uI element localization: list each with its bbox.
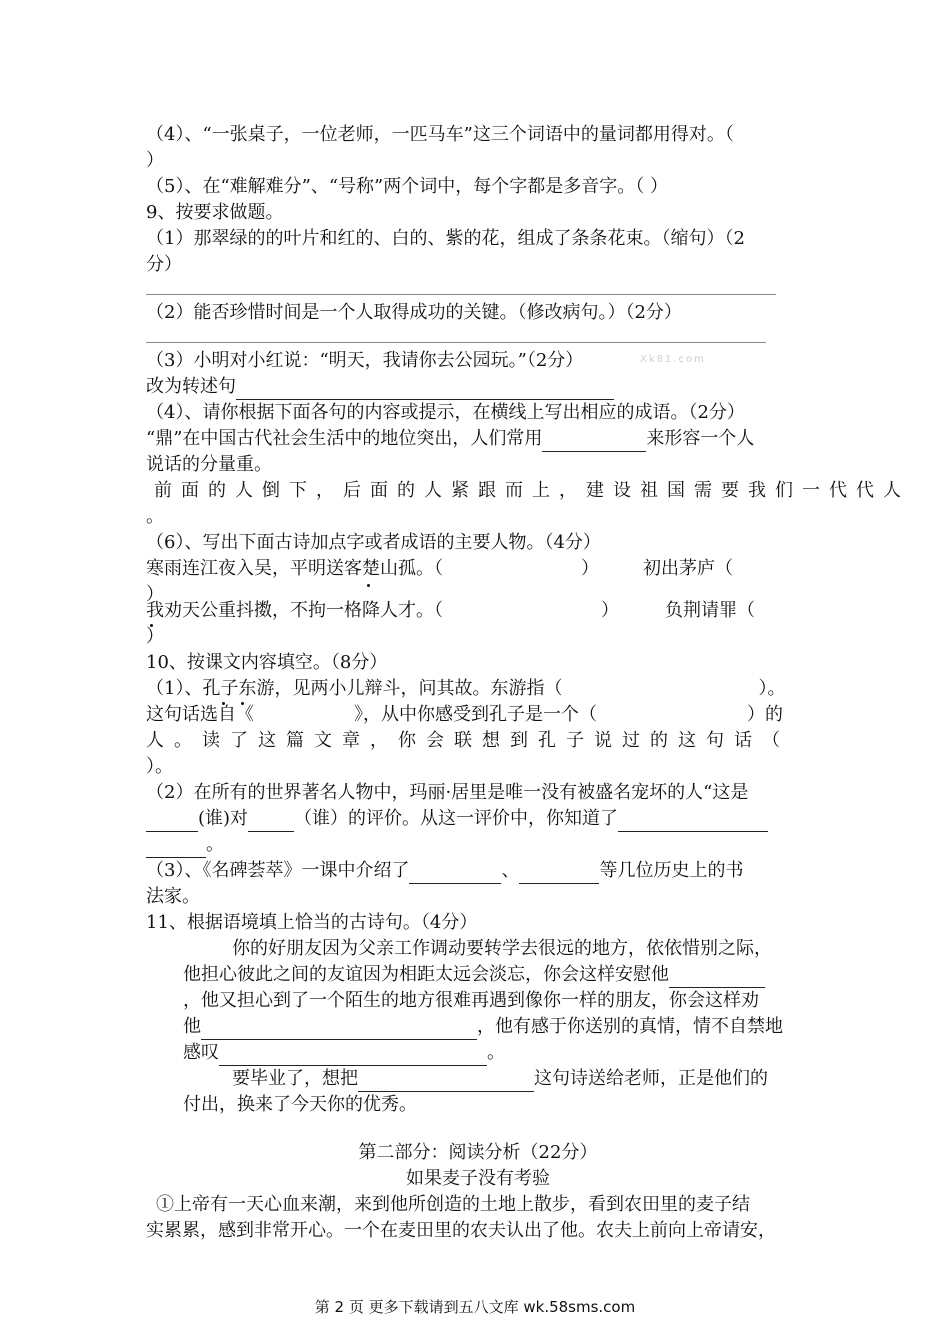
q11-para2-line2: 付出，换来了今天你的优秀。: [183, 1094, 417, 1115]
q8-item4-line1: （4）、“一张桌子，一位老师，一匹马车”这三个词语中的量词都用得对。（: [146, 124, 734, 145]
q10-item2-b: (谁)对 （谁）的评价。从这一评价中，你知道了: [146, 806, 810, 832]
q11-heading: 11、根据语境填上恰当的古诗句。（4分）: [146, 912, 478, 933]
q9-item4-b-end: 。: [146, 506, 164, 527]
passage-para1-line2: 实累累，感到非常开心。一个在麦田里的农夫认出了他。农夫上前向上帝请安，: [146, 1220, 776, 1241]
q10-item1-d: ）。: [146, 756, 173, 777]
q9-item6-a-end: ）: [146, 584, 164, 605]
page-footer: 第 2 页 更多下载请到五八文库 wk.58sms.com: [314, 1298, 636, 1316]
q9-item3: （3）小明对小红说：“明天，我请你去公园玩。”（2分）: [146, 350, 584, 371]
q10-item1-a: （1）、孔子东游，见两小儿辩斗，问其故。东游指（ ）。: [146, 678, 786, 699]
q9-item1-line1: （1）那翠绿的的叶片和红的、白的、紫的花，组成了条条花束。（缩句）（2: [146, 228, 745, 249]
q9-item6-c-end: ）: [146, 626, 164, 647]
q8-item5: （5）、在“难解难分”、“号称”两个词中，每个字都是多音字。（ ）: [146, 176, 668, 197]
q9-item2: （2）能否珍惜时间是一个人取得成功的关键。（修改病句。）（2分）: [146, 302, 682, 323]
q11-para1-line1: 你的好朋友因为父亲工作调动要转学去很远的地方，依依惜别之际，: [232, 938, 772, 959]
q10-item3-a: （3）、《名碑荟萃》一课中介绍了 、 等几位历史上的书: [146, 858, 810, 884]
q11-para1-line3: ，他又担心到了一个陌生的地方很难再遇到像你一样的朋友，你会这样劝: [183, 990, 759, 1011]
answer-line-1: [146, 294, 776, 295]
q11-para1-line4: 他 ，他有感于你送别的真情，情不自禁地: [183, 1014, 808, 1040]
q11-para1-line2: 他担心彼此之间的友谊因为相距太远会淡忘，你会这样安慰他: [183, 962, 808, 988]
watermark: Xk81.com: [640, 354, 706, 365]
q10-heading: 10、按课文内容填空。（8分）: [146, 652, 388, 673]
answer-line-2: [146, 342, 766, 343]
passage-para1-line1: ①上帝有一天心血来潮，来到他所创造的土地上散步，看到农田里的麦子结: [156, 1194, 750, 1215]
q11-para1-line5: 感叹 。: [183, 1040, 808, 1066]
q10-item1-b: 这句话选自《 》，从中你感受到孔子是一个（ ）的: [146, 704, 783, 725]
q9-item4: （4）、请你根据下面各句的内容或提示，在横线上写出相应的成语。（2分）: [146, 402, 745, 423]
q8-item4-line2: ）: [146, 150, 164, 171]
q11-para2-line1: 要毕业了，想把 这句诗送给老师，正是他们的: [232, 1066, 808, 1092]
q9-item1-line2: 分）: [146, 254, 182, 275]
q10-item3-b: 法家。: [146, 886, 200, 907]
q9-item4-a-cont: 说话的分量重。: [146, 454, 272, 475]
q9-item6-a: 寒雨连江夜入吴，平明送客楚山孤。（ ） 初出茅庐（: [146, 558, 733, 579]
q9-item3-answer: 改为转述句: [146, 374, 810, 400]
q9-item4-b: 前面的人倒下，后面的人紧跟而上，建设祖国需要我们一代代人: [154, 480, 910, 501]
passage-title: 如果麦子没有考验: [406, 1168, 550, 1189]
q10-item1-c: 人。读了这篇文章，你会联想到孔子说过的这句话（: [146, 730, 790, 751]
q9-item6: （6）、写出下面古诗加点字或者成语的主要人物。（4分）: [146, 532, 601, 553]
q10-item2-c: 。: [146, 832, 810, 858]
q9-item4-a: “鼎”在中国古代社会生活中的地位突出，人们常用 来形容一个人: [146, 426, 810, 452]
q9-heading: 9、按要求做题。: [146, 202, 284, 223]
part2-heading: 第二部分：阅读分析（22分）: [358, 1142, 598, 1163]
q10-item2-a: （2）在所有的世界著名人物中，玛丽·居里是唯一没有被盛名宠坏的人“这是: [146, 782, 749, 803]
q9-item6-c: 我劝天公重抖擞，不拘一格降人才。（ ） 负荆请罪（: [146, 600, 755, 621]
